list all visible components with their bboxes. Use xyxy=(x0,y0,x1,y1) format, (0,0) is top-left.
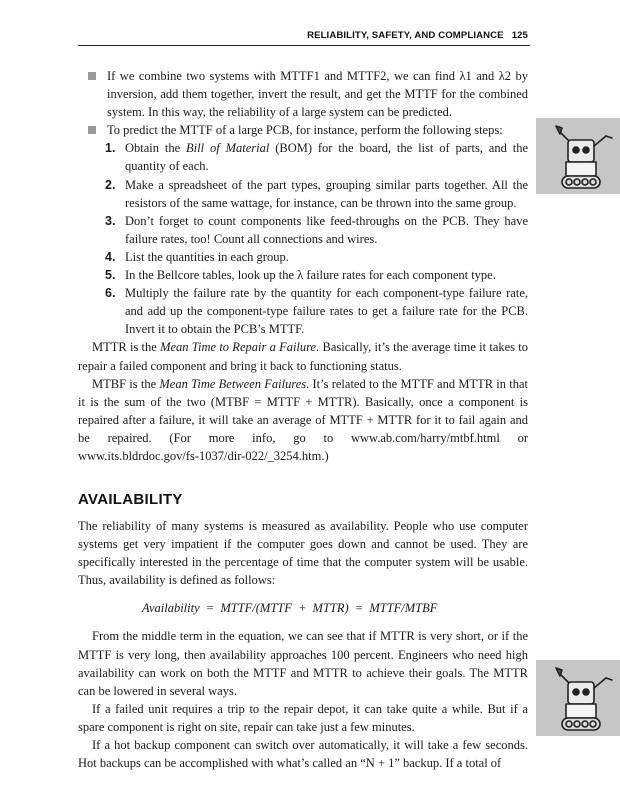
emphasis-term: Bill of Material xyxy=(186,141,270,156)
step-item: 5. In the Bellcore tables, look up the λ failure rates for each component type. xyxy=(107,266,528,284)
step-number: 3. xyxy=(105,213,116,228)
step-item: 3. Don’t forget to count components like feed-throughs on the PCB. They have failure rates, too! Count all connections and wires. xyxy=(105,213,528,246)
step-item: 1. Obtain the Bill of Material (BOM) for the board, the list of parts, and the quantity of each. xyxy=(105,141,529,174)
page-body xyxy=(78,67,528,772)
header-title: RELIABILITY, SAFETY, AND COMPLIANCE xyxy=(307,30,504,41)
availability-equation: Availability = MTTF/(MTTF + MTTR) = MTTF/MTBF xyxy=(142,601,438,616)
bullet-item: If we combine two systems with MTTF1 and MTTF2, we can find λ1 and λ2 by inversion, add them together, invert the result, and get the MTTF for the combined system. In this way, the reliability of a large system can be predicted. xyxy=(78,67,528,121)
bullet-item: To predict the MTTF of a large PCB, for instance, perform the following steps: xyxy=(78,121,528,139)
body-paragraph: From the middle term in the equation, we can see that if MTTR is very short, or if the MTTF is very long, then availability approaches 100 percent. Engineers who need high availability can work on both the MTTF and MTTR to achieve their goals. The MTTR can be lowered in several ways. xyxy=(78,629,528,698)
step-number: 6. xyxy=(105,286,116,301)
mttr-paragraph: MTTR is the Mean Time to Repair a Failure. Basically, it’s the average time it takes to repair a failed component and bring it back to functioning status. xyxy=(78,340,529,373)
robot-illustration xyxy=(536,660,620,736)
body-paragraph: If a failed unit requires a trip to the repair depot, it can take quite a while. But if a spare component is right on site, repair can take just a few minutes. xyxy=(78,701,528,734)
section-heading: AVAILABILITY xyxy=(78,491,183,509)
emphasis-term: Mean Time Between Failures xyxy=(159,376,307,391)
step-item: 4. List the quantities in each group. xyxy=(107,248,528,266)
robot-illustration xyxy=(536,118,620,194)
step-item: 6. Multiply the failure rate by the quantity for each component-type failure rate, and add up the component-type failure rates to get a failure rate for the PCB. Invert it to obtain the PCB’s MTTF. xyxy=(105,286,528,337)
emphasis-term: Mean Time to Repair a Failure. xyxy=(160,340,320,355)
page-number: 125 xyxy=(511,30,528,41)
robot-icon xyxy=(536,118,620,194)
mtbf-paragraph: MTBF is the Mean Time Between Failures. It’s related to the MTTF and MTTR in that it is the sum of the two (MTBF = MTTF + MTTR). Basically, once a component is repaired after a failure, it will take an average of MTTF + MTTR for it to fail again and be repaired. (For more info, go to www.ab.com/harry/mtbf.html or www.its.bldrdoc.gov/fs-1037/dir-022/_3254.htm.) xyxy=(78,376,529,463)
header-rule xyxy=(78,45,530,46)
running-header xyxy=(78,30,528,41)
body-paragraph: If a hot backup component can switch over automatically, it will take a few seconds. Hot backups can be accomplished with what’s called an “N + 1” backup. If a total of xyxy=(78,738,528,771)
availability-intro: The reliability of many systems is measured as availability. People who use computer systems get very impatient if the computer goes down and cannot be used. They are specifically interested in the percentage of time that the computer system will be usable. Thus, availability is defined as follows: xyxy=(78,519,528,588)
robot-icon xyxy=(536,660,620,736)
step-item: 2. Make a spreadsheet of the part types, grouping similar parts together. All the resistors of the same wattage, for instance, can be thrown into the same group. xyxy=(105,177,528,210)
step-number: 5. xyxy=(105,268,116,283)
step-number: 2. xyxy=(105,177,116,192)
step-number: 4. xyxy=(105,249,116,264)
step-number: 1. xyxy=(105,141,116,156)
steps-list xyxy=(78,139,528,338)
